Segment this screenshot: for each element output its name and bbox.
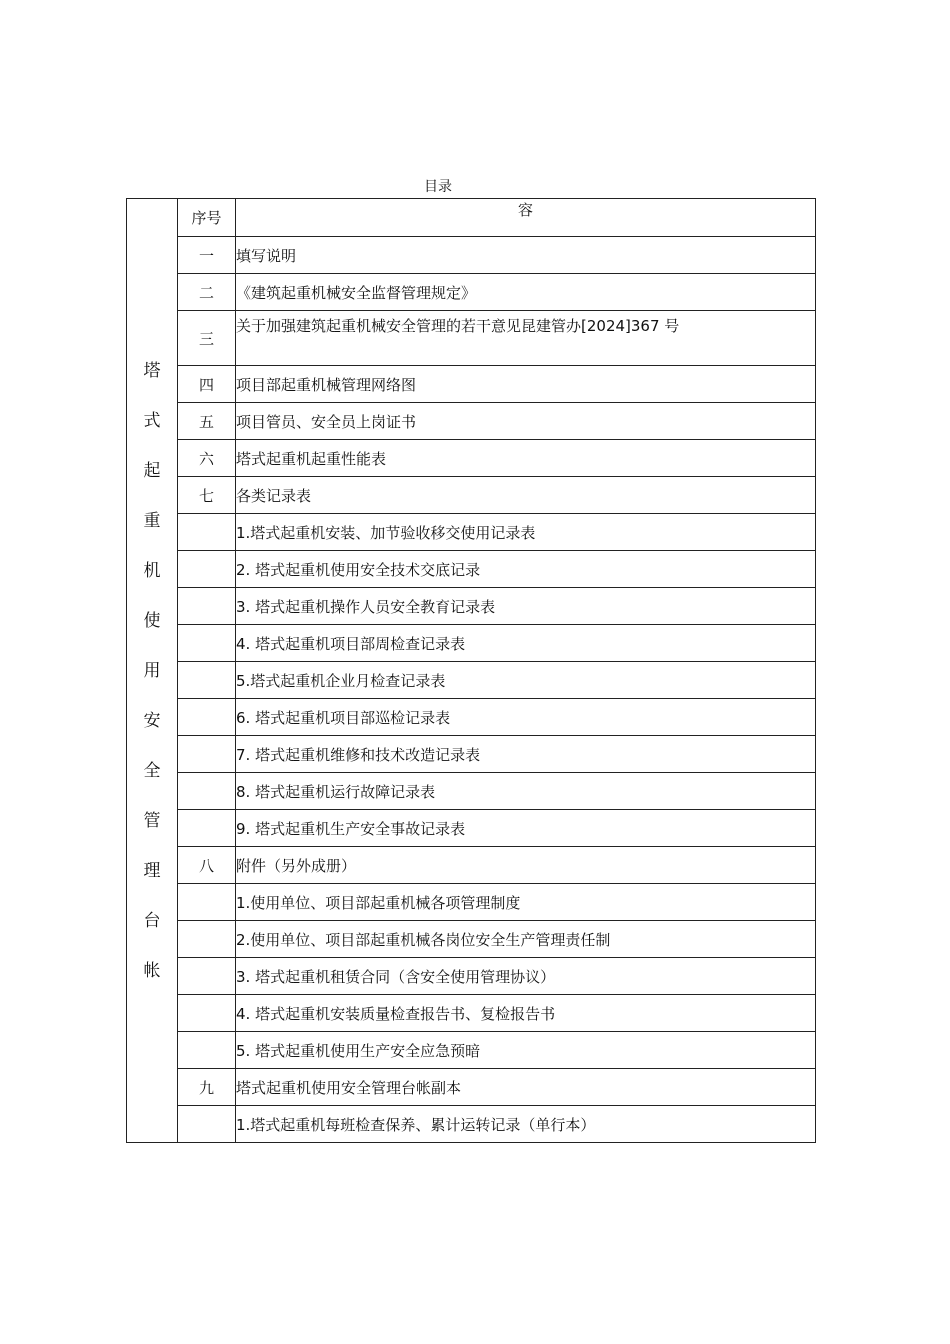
header-num: 序号 xyxy=(178,199,236,237)
row-number xyxy=(178,1032,236,1069)
row-number: 三 xyxy=(178,311,236,366)
row-number xyxy=(178,551,236,588)
table-row xyxy=(127,551,816,588)
row-content: 5.塔式起重机企业月检查记录表 xyxy=(236,662,816,699)
row-content: 1.使用单位、项目部起重机械各项管理制度 xyxy=(236,884,816,921)
table-row xyxy=(127,958,816,995)
row-content: 塔式起重机使用安全管理台帐副本 xyxy=(236,1069,816,1106)
table-row xyxy=(127,477,816,514)
row-number xyxy=(178,662,236,699)
row-content: 附件（另外成册） xyxy=(236,847,816,884)
table-row xyxy=(127,699,816,736)
table-row xyxy=(127,662,816,699)
table-row xyxy=(127,884,816,921)
row-content: 1.塔式起重机每班检查保养、累计运转记录（单行本） xyxy=(236,1106,816,1143)
table-row xyxy=(127,440,816,477)
table-header-row xyxy=(127,199,816,237)
row-content: 9. 塔式起重机生产安全事故记录表 xyxy=(236,810,816,847)
document-title: 目录 xyxy=(424,179,452,195)
row-content: 项目管员、安全员上岗证书 xyxy=(236,403,816,440)
row-content: 8. 塔式起重机运行故障记录表 xyxy=(236,773,816,810)
row-content: 1.塔式起重机安装、加节验收移交使用记录表 xyxy=(236,514,816,551)
row-content: 《建筑起重机械安全监督管理规定》 xyxy=(236,274,816,311)
table-row xyxy=(127,625,816,662)
row-number xyxy=(178,699,236,736)
row-number: 一 xyxy=(178,237,236,274)
table-row xyxy=(127,588,816,625)
row-content: 4. 塔式起重机项目部周检查记录表 xyxy=(236,625,816,662)
table-row xyxy=(127,810,816,847)
row-content: 3. 塔式起重机操作人员安全教育记录表 xyxy=(236,588,816,625)
table-row xyxy=(127,995,816,1032)
table-row xyxy=(127,1069,816,1106)
row-number xyxy=(178,625,236,662)
row-content: 4. 塔式起重机安装质量检查报告书、复检报告书 xyxy=(236,995,816,1032)
row-content: 项目部起重机械管理网络图 xyxy=(236,366,816,403)
row-content: 2.使用单位、项目部起重机械各岗位安全生产管理责任制 xyxy=(236,921,816,958)
row-number xyxy=(178,514,236,551)
table-row xyxy=(127,847,816,884)
table-row xyxy=(127,366,816,403)
row-number xyxy=(178,773,236,810)
table-row xyxy=(127,311,816,366)
row-number xyxy=(178,958,236,995)
row-content: 5. 塔式起重机使用生产安全应急预暗 xyxy=(236,1032,816,1069)
table-row xyxy=(127,1106,816,1143)
table-row xyxy=(127,1032,816,1069)
row-number xyxy=(178,921,236,958)
table-row xyxy=(127,736,816,773)
row-number: 六 xyxy=(178,440,236,477)
table-row xyxy=(127,237,816,274)
header-content: 容 xyxy=(236,199,816,237)
row-number: 九 xyxy=(178,1069,236,1106)
row-content: 3. 塔式起重机租赁合同（含安全使用管理协议） xyxy=(236,958,816,995)
row-number xyxy=(178,588,236,625)
row-content: 2. 塔式起重机使用安全技术交底记录 xyxy=(236,551,816,588)
side-label: 塔式起重机使用安全管理台帐 xyxy=(143,360,161,981)
row-content: 关于加强建筑起重机械安全管理的若干意见昆建管办[2024]367 号 xyxy=(236,311,816,366)
row-number xyxy=(178,884,236,921)
row-number: 八 xyxy=(178,847,236,884)
table-row xyxy=(127,274,816,311)
row-number: 五 xyxy=(178,403,236,440)
row-content: 塔式起重机起重性能表 xyxy=(236,440,816,477)
row-content: 各类记录表 xyxy=(236,477,816,514)
toc-table xyxy=(126,198,816,1143)
table-row xyxy=(127,773,816,810)
row-number: 四 xyxy=(178,366,236,403)
row-number: 二 xyxy=(178,274,236,311)
row-content: 7. 塔式起重机维修和技术改造记录表 xyxy=(236,736,816,773)
row-number xyxy=(178,1106,236,1143)
table-row xyxy=(127,921,816,958)
table-row xyxy=(127,514,816,551)
row-number xyxy=(178,810,236,847)
row-content: 6. 塔式起重机项目部巡检记录表 xyxy=(236,699,816,736)
side-label-cell xyxy=(127,199,178,1143)
row-number: 七 xyxy=(178,477,236,514)
row-number xyxy=(178,995,236,1032)
row-number xyxy=(178,736,236,773)
row-content: 填写说明 xyxy=(236,237,816,274)
table-row xyxy=(127,403,816,440)
